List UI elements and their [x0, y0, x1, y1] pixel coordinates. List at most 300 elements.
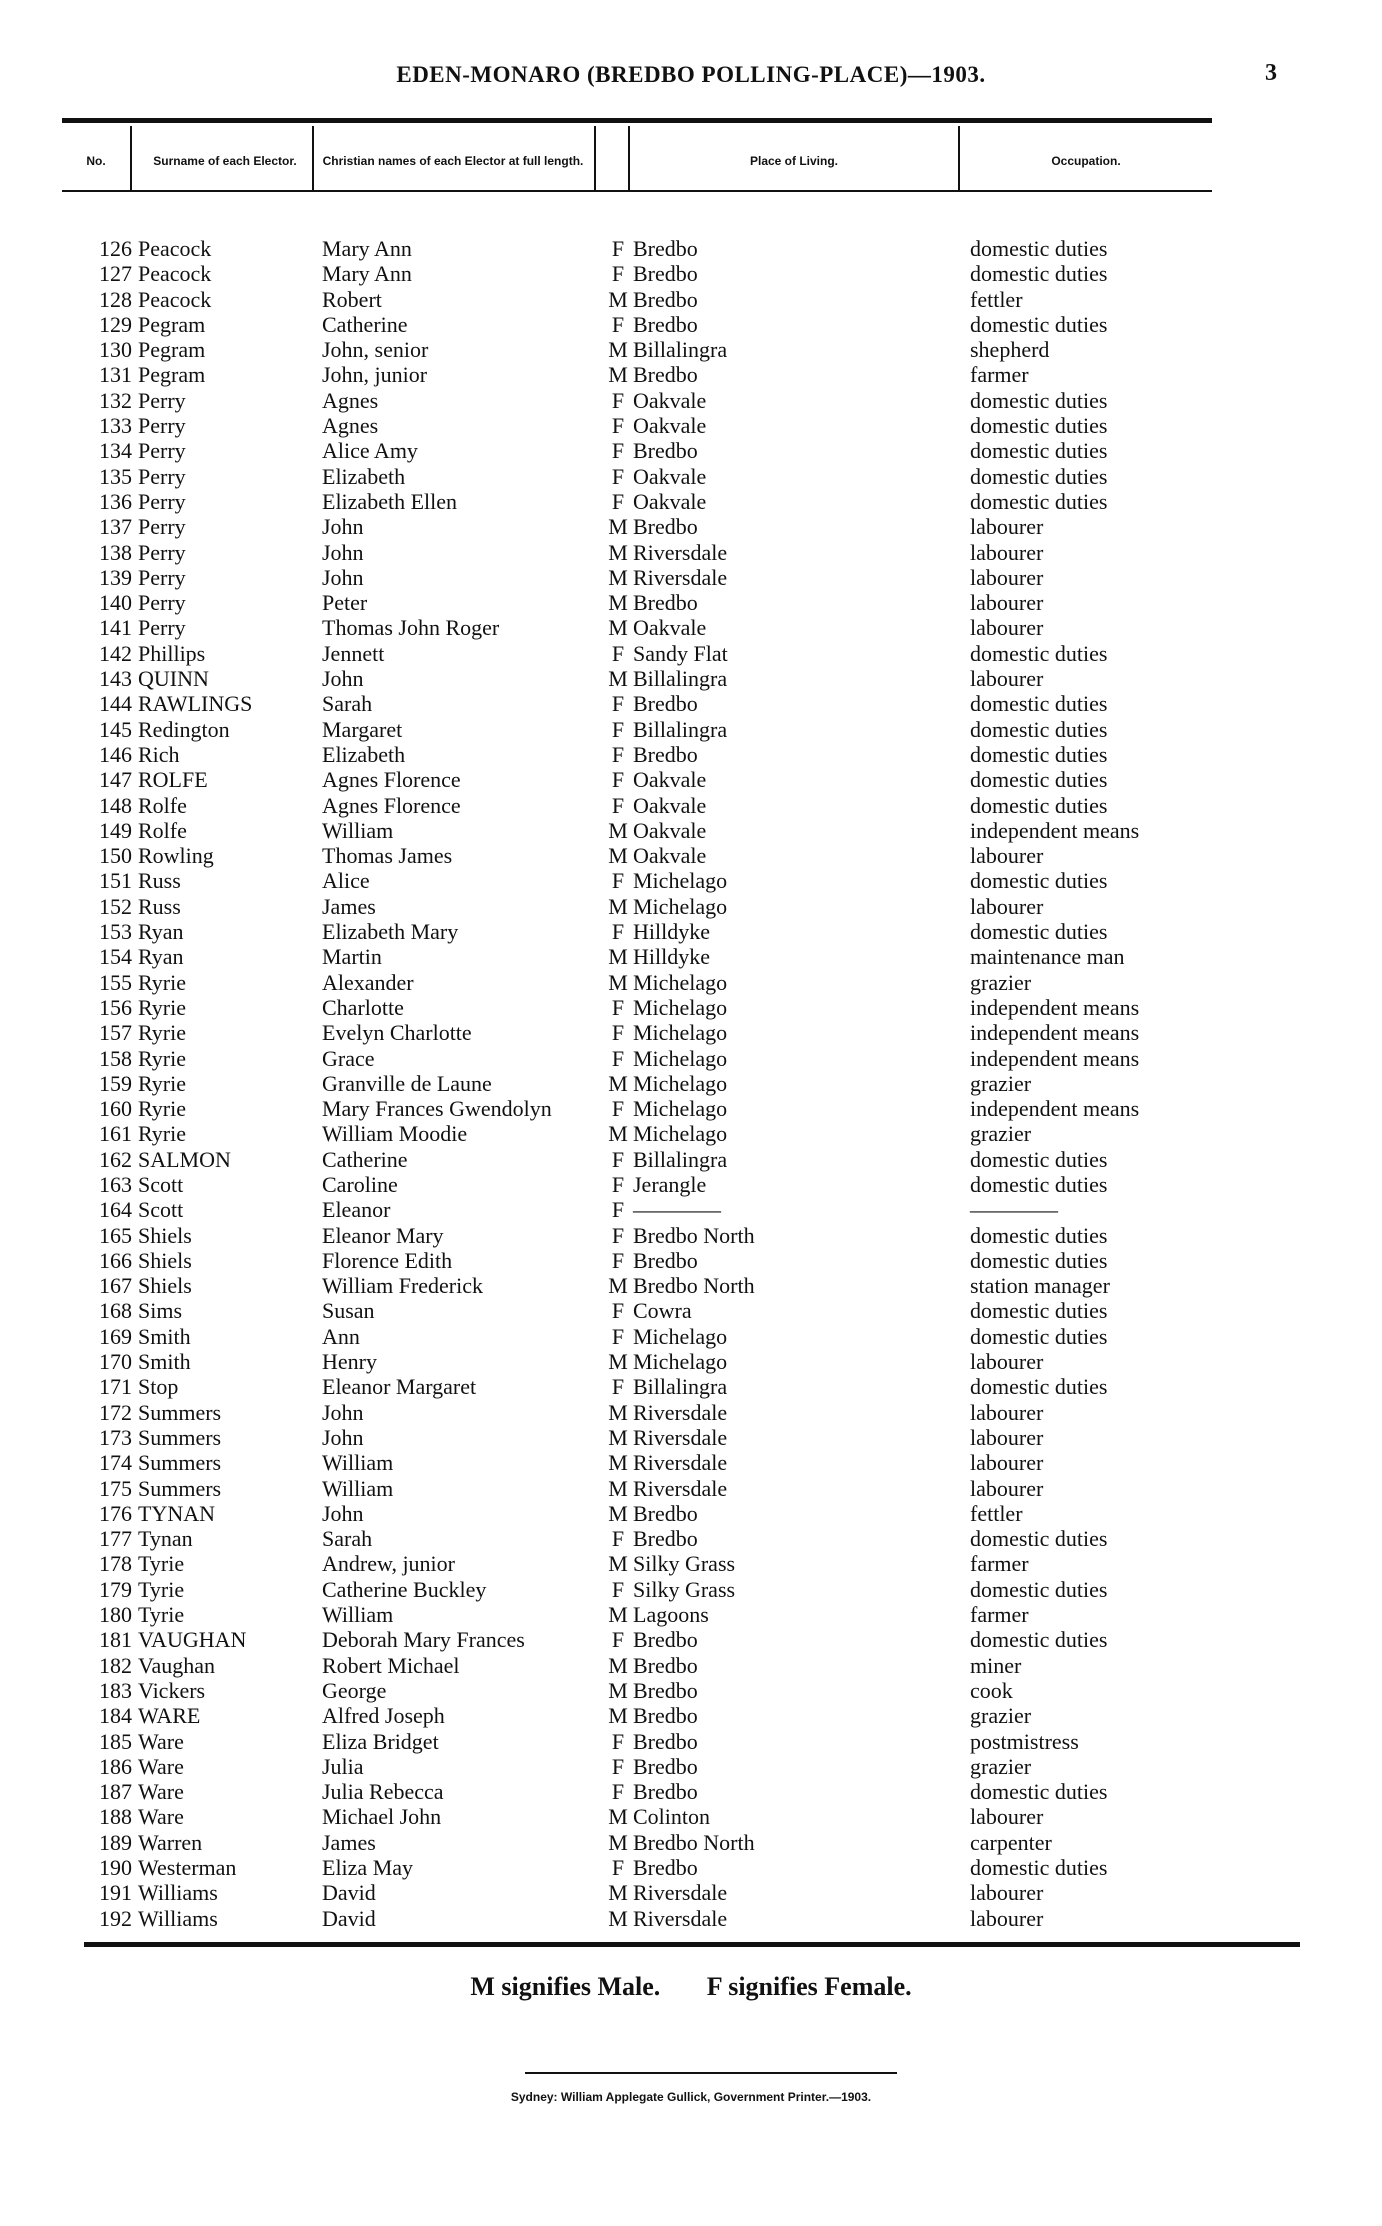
elector-row: [0, 540, 1382, 565]
elector-row: [0, 1602, 1382, 1627]
elector-number: 160: [99, 1096, 132, 1122]
elector-row: [0, 1450, 1382, 1475]
elector-christian-names: Andrew, junior: [322, 1551, 455, 1577]
elector-christian-names: Sarah: [322, 691, 373, 717]
column-divider: [312, 126, 314, 192]
elector-row: [0, 1172, 1382, 1197]
elector-place: Sandy Flat: [633, 640, 728, 666]
elector-surname: ROLFE: [138, 767, 208, 793]
elector-place: Bredbo: [633, 286, 698, 312]
elector-christian-names: Florence Edith: [322, 1247, 453, 1273]
elector-occupation: independent means: [970, 1045, 1140, 1071]
elector-row: [0, 1223, 1382, 1248]
elector-place: Billalingra: [633, 666, 728, 692]
elector-occupation: station manager: [970, 1273, 1110, 1299]
column-header-christian-names: Christian names of each Elector at full length.: [322, 154, 584, 169]
elector-place: Bredbo North: [633, 1829, 755, 1855]
elector-sex: F: [611, 1374, 625, 1400]
elector-occupation: miner: [970, 1652, 1022, 1678]
elector-number: 130: [99, 337, 132, 363]
elector-occupation: domestic duties: [970, 1855, 1108, 1880]
elector-christian-names: David: [322, 1905, 376, 1931]
elector-christian-names: Susan: [322, 1298, 375, 1324]
elector-row: [0, 944, 1382, 969]
elector-row: [0, 970, 1382, 995]
elector-row: [0, 1248, 1382, 1273]
elector-place: Hilldyke: [633, 919, 710, 945]
elector-surname: Pegram: [138, 337, 206, 363]
elector-sex: M: [608, 539, 628, 565]
elector-place: Bredbo: [633, 261, 698, 287]
elector-christian-names: Agnes Florence: [322, 767, 461, 793]
elector-sex: F: [611, 1171, 625, 1197]
elector-number: 178: [99, 1551, 132, 1577]
elector-christian-names: John: [322, 1399, 364, 1425]
elector-number: 139: [99, 564, 132, 590]
elector-row: [0, 1779, 1382, 1804]
elector-surname: Scott: [138, 1171, 184, 1197]
elector-row: [0, 1197, 1382, 1222]
legend-female: F signifies Female.: [706, 1972, 912, 2001]
elector-surname: Pegram: [138, 362, 206, 388]
elector-sex: M: [608, 1349, 628, 1375]
elector-row: [0, 1147, 1382, 1172]
elector-christian-names: Catherine: [322, 311, 408, 337]
elector-place: Michelago: [633, 868, 728, 894]
elector-occupation: domestic duties: [970, 919, 1108, 945]
elector-place: Bredbo: [633, 1728, 698, 1754]
elector-sex: F: [611, 261, 625, 287]
elector-sex: M: [608, 843, 628, 869]
elector-occupation: labourer: [970, 666, 1044, 692]
elector-place: Bredbo: [633, 590, 698, 616]
elector-place: Oakvale: [633, 843, 707, 869]
elector-surname: QUINN: [138, 666, 209, 692]
elector-surname: Perry: [138, 615, 186, 641]
elector-christian-names: Ann: [322, 1323, 360, 1349]
elector-place: Bredbo: [633, 1703, 698, 1729]
elector-occupation: grazier: [970, 1753, 1032, 1779]
elector-sex: M: [608, 969, 628, 995]
elector-occupation: labourer: [970, 1475, 1044, 1501]
elector-row: [0, 1754, 1382, 1779]
elector-surname: Ryrie: [138, 1020, 186, 1046]
elector-place: Silky Grass: [633, 1576, 736, 1602]
elector-place: Bredbo: [633, 438, 698, 464]
elector-number: 186: [99, 1753, 132, 1779]
elector-number: 167: [99, 1273, 132, 1299]
elector-place: Billalingra: [633, 1374, 728, 1400]
elector-surname: Ryrie: [138, 969, 186, 995]
elector-number: 173: [99, 1424, 132, 1450]
elector-place: Bredbo: [633, 311, 698, 337]
elector-number: 162: [99, 1146, 132, 1172]
elector-row: [0, 1425, 1382, 1450]
elector-christian-names: Eliza May: [322, 1855, 414, 1880]
elector-place: Oakvale: [633, 792, 707, 818]
elector-occupation: domestic duties: [970, 868, 1108, 894]
elector-sex: M: [608, 1804, 628, 1830]
elector-occupation: cook: [970, 1677, 1013, 1703]
elector-place: Lagoons: [633, 1602, 709, 1628]
elector-christian-names: Robert Michael: [322, 1652, 460, 1678]
elector-number: 129: [99, 311, 132, 337]
elector-place: Michelago: [633, 1121, 728, 1147]
elector-surname: WARE: [138, 1703, 201, 1729]
elector-place: Riversdale: [633, 1475, 728, 1501]
elector-row: [0, 1400, 1382, 1425]
elector-occupation: labourer: [970, 1880, 1044, 1906]
elector-christian-names: Julia Rebecca: [322, 1779, 444, 1805]
elector-christian-names: Agnes: [322, 387, 379, 413]
elector-christian-names: James: [322, 1829, 376, 1855]
elector-place: Billalingra: [633, 716, 728, 742]
elector-number: 182: [99, 1652, 132, 1678]
elector-christian-names: John: [322, 666, 364, 692]
elector-sex: M: [608, 817, 628, 843]
elector-number: 175: [99, 1475, 132, 1501]
elector-row: [0, 1324, 1382, 1349]
elector-number: 165: [99, 1222, 132, 1248]
elector-number: 135: [99, 463, 132, 489]
elector-number: 189: [99, 1829, 132, 1855]
column-divider: [130, 126, 132, 192]
elector-place: Michelago: [633, 1349, 728, 1375]
elector-number: 138: [99, 539, 132, 565]
elector-occupation: domestic duties: [970, 1247, 1108, 1273]
elector-sex: F: [611, 1323, 625, 1349]
elector-sex: F: [611, 311, 625, 337]
elector-number: 190: [99, 1855, 132, 1880]
elector-number: 187: [99, 1779, 132, 1805]
elector-surname: Vickers: [138, 1677, 206, 1703]
elector-row: [0, 615, 1382, 640]
elector-christian-names: Agnes Florence: [322, 792, 461, 818]
elector-sex: F: [611, 413, 625, 439]
elector-occupation: labourer: [970, 564, 1044, 590]
elector-christian-names: William Moodie: [322, 1121, 468, 1147]
elector-sex: M: [608, 1905, 628, 1931]
elector-place: Colinton: [633, 1804, 711, 1830]
elector-occupation: domestic duties: [970, 311, 1108, 337]
elector-occupation: domestic duties: [970, 1171, 1108, 1197]
elector-place: Riversdale: [633, 1399, 728, 1425]
elector-christian-names: Eleanor Mary: [322, 1222, 444, 1248]
elector-occupation: labourer: [970, 1450, 1044, 1476]
elector-place: Riversdale: [633, 564, 728, 590]
elector-sex: F: [611, 1298, 625, 1324]
elector-row: [0, 1526, 1382, 1551]
elector-sex: F: [611, 868, 625, 894]
elector-row: [0, 261, 1382, 286]
elector-sex: M: [608, 666, 628, 692]
elector-christian-names: Alice: [322, 868, 370, 894]
elector-christian-names: Mary Ann: [322, 261, 412, 287]
elector-row: [0, 464, 1382, 489]
elector-place: Michelago: [633, 1020, 728, 1046]
elector-occupation: maintenance man: [970, 944, 1125, 970]
elector-christian-names: Martin: [322, 944, 382, 970]
elector-christian-names: Eliza Bridget: [322, 1728, 439, 1754]
elector-occupation: labourer: [970, 1349, 1044, 1375]
sex-legend: [0, 1972, 1382, 2002]
elector-number: 161: [99, 1121, 132, 1147]
elector-surname: Summers: [138, 1424, 222, 1450]
elector-occupation: domestic duties: [970, 691, 1108, 717]
column-header-sex: [596, 140, 628, 184]
column-header-place: Place of Living.: [749, 154, 839, 169]
elector-sex: M: [608, 1602, 628, 1628]
elector-place: Billalingra: [633, 337, 728, 363]
elector-number: 157: [99, 1020, 132, 1046]
elector-row: [0, 868, 1382, 893]
elector-sex: F: [611, 1728, 625, 1754]
elector-number: 137: [99, 514, 132, 540]
elector-sex: M: [608, 615, 628, 641]
elector-christian-names: Peter: [322, 590, 368, 616]
elector-number: 169: [99, 1323, 132, 1349]
elector-occupation: domestic duties: [970, 1323, 1108, 1349]
elector-row: [0, 1121, 1382, 1146]
elector-row: [0, 691, 1382, 716]
elector-sex: F: [611, 1779, 625, 1805]
elector-surname: Rich: [138, 741, 180, 767]
elector-place: Oakvale: [633, 817, 707, 843]
elector-surname: Ryrie: [138, 994, 186, 1020]
elector-surname: Russ: [138, 893, 181, 919]
elector-row: [0, 1653, 1382, 1678]
elector-place: Bredbo: [633, 1500, 698, 1526]
elector-occupation: ————: [970, 1197, 1058, 1223]
elector-sex: M: [608, 590, 628, 616]
elector-number: 168: [99, 1298, 132, 1324]
elector-christian-names: Evelyn Charlotte: [322, 1020, 472, 1046]
elector-christian-names: Granville de Laune: [322, 1070, 492, 1096]
elector-surname: Perry: [138, 514, 186, 540]
elector-number: 126: [99, 236, 132, 261]
elector-surname: Russ: [138, 868, 181, 894]
elector-christian-names: David: [322, 1880, 376, 1906]
elector-place: Oakvale: [633, 413, 707, 439]
page-title: EDEN-MONARO (BREDBO POLLING-PLACE)—1903.: [396, 62, 986, 87]
elector-christian-names: Alfred Joseph: [322, 1703, 445, 1729]
elector-place: Bredbo: [633, 1652, 698, 1678]
elector-row: [0, 1071, 1382, 1096]
elector-sex: F: [611, 1576, 625, 1602]
footer-rule: [84, 1942, 1300, 1947]
elector-sex: F: [611, 1197, 625, 1223]
elector-place: Jerangle: [633, 1171, 707, 1197]
elector-place: Riversdale: [633, 1450, 728, 1476]
elector-occupation: independent means: [970, 1096, 1140, 1122]
elector-christian-names: Margaret: [322, 716, 403, 742]
elector-number: 188: [99, 1804, 132, 1830]
elector-occupation: farmer: [970, 1602, 1029, 1628]
elector-sex: F: [611, 716, 625, 742]
elector-sex: F: [611, 463, 625, 489]
elector-number: 177: [99, 1526, 132, 1552]
elector-number: 171: [99, 1374, 132, 1400]
elector-place: Michelago: [633, 1323, 728, 1349]
elector-row: [0, 641, 1382, 666]
elector-occupation: postmistress: [970, 1728, 1079, 1754]
elector-row: [0, 793, 1382, 818]
elector-occupation: grazier: [970, 1121, 1032, 1147]
elector-occupation: labourer: [970, 539, 1044, 565]
elector-christian-names: James: [322, 893, 376, 919]
elector-row: [0, 1273, 1382, 1298]
elector-christian-names: John: [322, 1424, 364, 1450]
elector-sex: M: [608, 1121, 628, 1147]
elector-surname: Perry: [138, 387, 186, 413]
elector-place: Riversdale: [633, 1880, 728, 1906]
elector-sex: M: [608, 1652, 628, 1678]
printer-rule: [525, 2072, 897, 2074]
elector-place: Bredbo: [633, 1753, 698, 1779]
elector-place: Bredbo North: [633, 1222, 755, 1248]
elector-number: 185: [99, 1728, 132, 1754]
elector-row: [0, 995, 1382, 1020]
elector-place: Bredbo: [633, 691, 698, 717]
elector-row: [0, 337, 1382, 362]
elector-occupation: domestic duties: [970, 488, 1108, 514]
elector-surname: Shiels: [138, 1222, 192, 1248]
elector-number: 151: [99, 868, 132, 894]
elector-number: 143: [99, 666, 132, 692]
elector-place: Oakvale: [633, 615, 707, 641]
elector-sex: M: [608, 893, 628, 919]
elector-surname: Ware: [138, 1753, 184, 1779]
elector-surname: Ryrie: [138, 1070, 186, 1096]
elector-sex: M: [608, 1677, 628, 1703]
elector-occupation: grazier: [970, 1070, 1032, 1096]
elector-place: Michelago: [633, 1070, 728, 1096]
elector-number: 140: [99, 590, 132, 616]
elector-sex: M: [608, 1829, 628, 1855]
elector-row: [0, 1880, 1382, 1905]
elector-place: Oakvale: [633, 488, 707, 514]
elector-number: 184: [99, 1703, 132, 1729]
elector-christian-names: John, senior: [322, 337, 429, 363]
elector-surname: Williams: [138, 1880, 218, 1906]
elector-number: 145: [99, 716, 132, 742]
elector-row: [0, 489, 1382, 514]
elector-row: [0, 1349, 1382, 1374]
elector-number: 191: [99, 1880, 132, 1906]
elector-sex: F: [611, 767, 625, 793]
elector-sex: F: [611, 488, 625, 514]
elector-occupation: domestic duties: [970, 1576, 1108, 1602]
elector-surname: Tynan: [138, 1526, 193, 1552]
elector-place: Billalingra: [633, 1146, 728, 1172]
elector-list: [0, 236, 1382, 1931]
elector-surname: TYNAN: [138, 1500, 215, 1526]
elector-row: [0, 1501, 1382, 1526]
elector-surname: Ryrie: [138, 1121, 186, 1147]
elector-sex: F: [611, 1753, 625, 1779]
elector-occupation: labourer: [970, 590, 1044, 616]
elector-christian-names: Mary Ann: [322, 236, 412, 261]
elector-occupation: fettler: [970, 1500, 1023, 1526]
elector-occupation: domestic duties: [970, 741, 1108, 767]
elector-surname: Smith: [138, 1323, 191, 1349]
column-header-no: No.: [86, 154, 106, 169]
elector-christian-names: John: [322, 514, 364, 540]
elector-place: Bredbo: [633, 362, 698, 388]
elector-number: 172: [99, 1399, 132, 1425]
elector-occupation: domestic duties: [970, 463, 1108, 489]
elector-christian-names: Thomas John Roger: [322, 615, 500, 641]
elector-sex: F: [611, 741, 625, 767]
column-header-occupation: Occupation.: [1051, 154, 1121, 169]
elector-christian-names: William: [322, 1602, 394, 1628]
elector-sex: M: [608, 1424, 628, 1450]
elector-sex: M: [608, 944, 628, 970]
elector-number: 134: [99, 438, 132, 464]
elector-row: [0, 742, 1382, 767]
elector-christian-names: William: [322, 1450, 394, 1476]
elector-place: Bredbo: [633, 514, 698, 540]
elector-sex: M: [608, 1070, 628, 1096]
elector-occupation: domestic duties: [970, 1298, 1108, 1324]
elector-sex: M: [608, 1450, 628, 1476]
elector-christian-names: Julia: [322, 1753, 364, 1779]
elector-occupation: domestic duties: [970, 716, 1108, 742]
elector-place: Hilldyke: [633, 944, 710, 970]
elector-surname: Shiels: [138, 1273, 192, 1299]
elector-place: ————: [633, 1197, 721, 1223]
elector-christian-names: Thomas James: [322, 843, 453, 869]
elector-surname: Perry: [138, 488, 186, 514]
elector-row: [0, 1906, 1382, 1931]
elector-surname: Tyrie: [138, 1602, 185, 1628]
elector-row: [0, 717, 1382, 742]
elector-place: Michelago: [633, 1096, 728, 1122]
elector-surname: Peacock: [138, 261, 212, 287]
elector-number: 156: [99, 994, 132, 1020]
elector-sex: F: [611, 1222, 625, 1248]
elector-sex: F: [611, 1855, 625, 1880]
elector-sex: M: [608, 514, 628, 540]
elector-christian-names: Elizabeth: [322, 463, 406, 489]
elector-row: [0, 1476, 1382, 1501]
elector-surname: Summers: [138, 1475, 222, 1501]
elector-number: 133: [99, 413, 132, 439]
elector-occupation: domestic duties: [970, 236, 1108, 261]
elector-place: Michelago: [633, 969, 728, 995]
elector-surname: Rolfe: [138, 817, 187, 843]
elector-christian-names: Caroline: [322, 1171, 398, 1197]
elector-row: [0, 1046, 1382, 1071]
elector-occupation: grazier: [970, 1703, 1032, 1729]
elector-sex: F: [611, 1096, 625, 1122]
elector-occupation: labourer: [970, 1399, 1044, 1425]
elector-row: [0, 413, 1382, 438]
elector-occupation: farmer: [970, 1551, 1029, 1577]
elector-row: [0, 1577, 1382, 1602]
elector-row: [0, 919, 1382, 944]
elector-number: 148: [99, 792, 132, 818]
elector-surname: Vaughan: [138, 1652, 215, 1678]
elector-christian-names: William: [322, 817, 394, 843]
elector-christian-names: Eleanor Margaret: [322, 1374, 477, 1400]
elector-place: Bredbo: [633, 741, 698, 767]
elector-occupation: fettler: [970, 286, 1023, 312]
elector-place: Michelago: [633, 994, 728, 1020]
elector-surname: SALMON: [138, 1146, 231, 1172]
elector-number: 131: [99, 362, 132, 388]
elector-sex: F: [611, 994, 625, 1020]
